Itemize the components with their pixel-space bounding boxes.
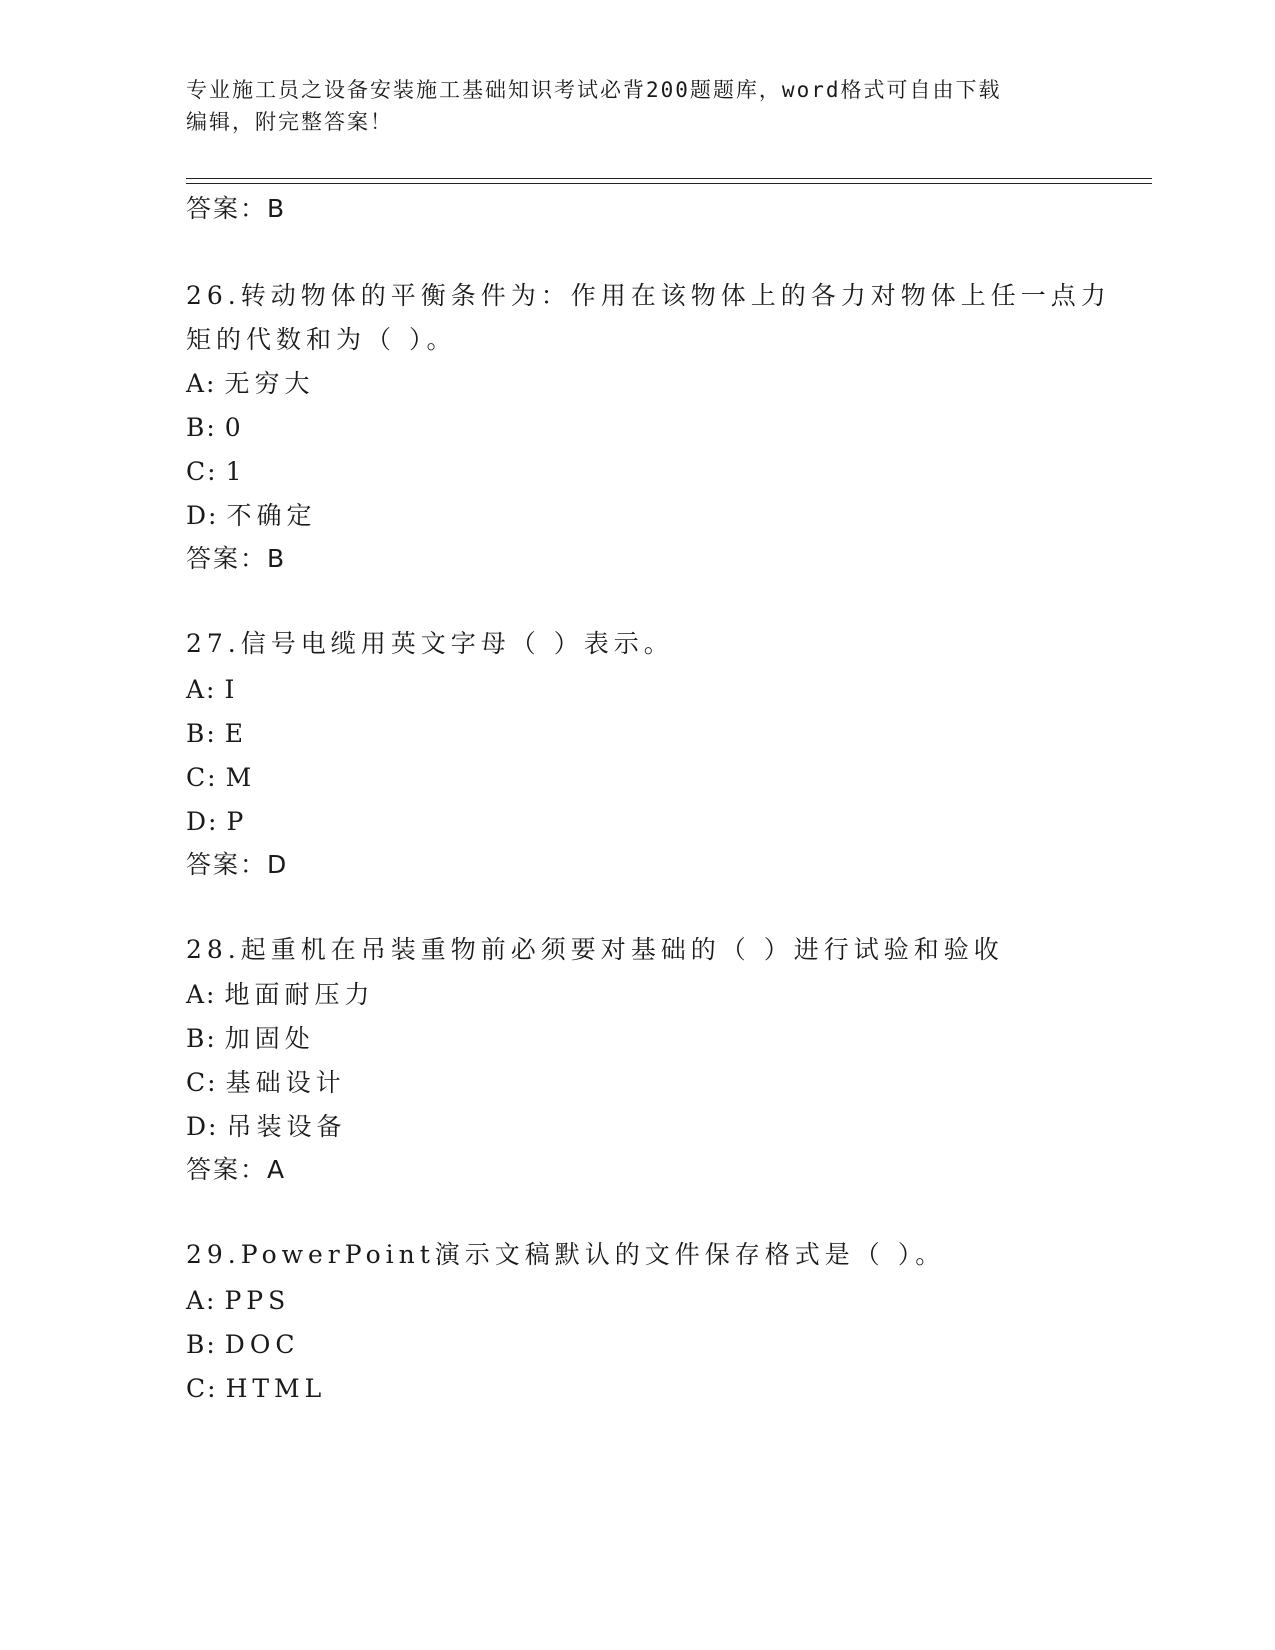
option-b — [186, 411, 246, 445]
option-key: A: — [186, 1286, 217, 1315]
option-text: 地面耐压力 — [224, 980, 375, 1009]
option-key: C: — [186, 457, 218, 486]
option-d — [186, 1110, 346, 1144]
option-a — [186, 978, 375, 1012]
question-stem: 27.信号电缆用英文字母（ ）表示。 — [186, 629, 674, 658]
question-stem: 29.PowerPoint演示文稿默认的文件保存格式是（ ）。 — [186, 1240, 946, 1269]
option-c — [186, 455, 246, 489]
option-text: 0 — [224, 413, 246, 442]
option-text: P — [226, 807, 249, 836]
option-key: B: — [186, 1330, 217, 1359]
header-title-line1: 专业施工员之设备安装施工基础知识考试必背200题题库，word格式可自由下载 — [186, 78, 1002, 102]
option-key: C: — [186, 763, 218, 792]
option-key: D: — [186, 807, 219, 836]
option-key: B: — [186, 1024, 217, 1053]
option-key: C: — [186, 1068, 218, 1097]
option-c — [186, 761, 256, 795]
option-text: 基础设计 — [225, 1068, 346, 1097]
option-text: 加固处 — [224, 1024, 315, 1053]
option-text: PPS — [224, 1286, 291, 1315]
option-c — [186, 1372, 326, 1406]
option-key: B: — [186, 413, 217, 442]
option-c — [186, 1066, 346, 1100]
header-divider-top — [186, 178, 1152, 179]
option-text: 无穷大 — [224, 369, 315, 398]
header-divider-bottom — [186, 183, 1152, 184]
option-b — [186, 1328, 299, 1362]
option-key: B: — [186, 719, 217, 748]
option-b — [186, 1022, 315, 1056]
option-key: A: — [186, 980, 217, 1009]
option-text: 不确定 — [226, 501, 317, 530]
option-a — [186, 367, 315, 401]
option-d — [186, 499, 316, 533]
question-stem: 28.起重机在吊装重物前必须要对基础的（ ）进行试验和验收 — [186, 935, 1004, 964]
document-header — [186, 74, 1066, 138]
option-key: A: — [186, 675, 217, 704]
option-text: M — [225, 763, 257, 792]
option-key: D: — [186, 501, 219, 530]
option-text: HTML — [225, 1374, 327, 1403]
option-text: 吊装设备 — [226, 1112, 347, 1141]
header-title-line2: 编辑，附完整答案！ — [186, 110, 393, 134]
option-key: C: — [186, 1374, 218, 1403]
option-a — [186, 673, 239, 707]
option-text: E — [224, 719, 249, 748]
option-text: 1 — [225, 457, 247, 486]
option-d — [186, 805, 248, 839]
answer-line: 答案：D — [186, 850, 289, 879]
option-b — [186, 717, 248, 751]
option-text: I — [224, 675, 240, 704]
answer-line: 答案：A — [186, 1155, 287, 1184]
question-stem-continued: 矩的代数和为（ ）。 — [186, 325, 457, 354]
answer-line: 答案：B — [186, 194, 287, 223]
question-stem: 26.转动物体的平衡条件为：作用在该物体上的各力对物体上任一点力 — [186, 281, 1111, 310]
answer-line: 答案：B — [186, 544, 287, 573]
option-key: A: — [186, 369, 217, 398]
option-a — [186, 1284, 290, 1318]
option-text: DOC — [224, 1330, 300, 1359]
option-key: D: — [186, 1112, 219, 1141]
